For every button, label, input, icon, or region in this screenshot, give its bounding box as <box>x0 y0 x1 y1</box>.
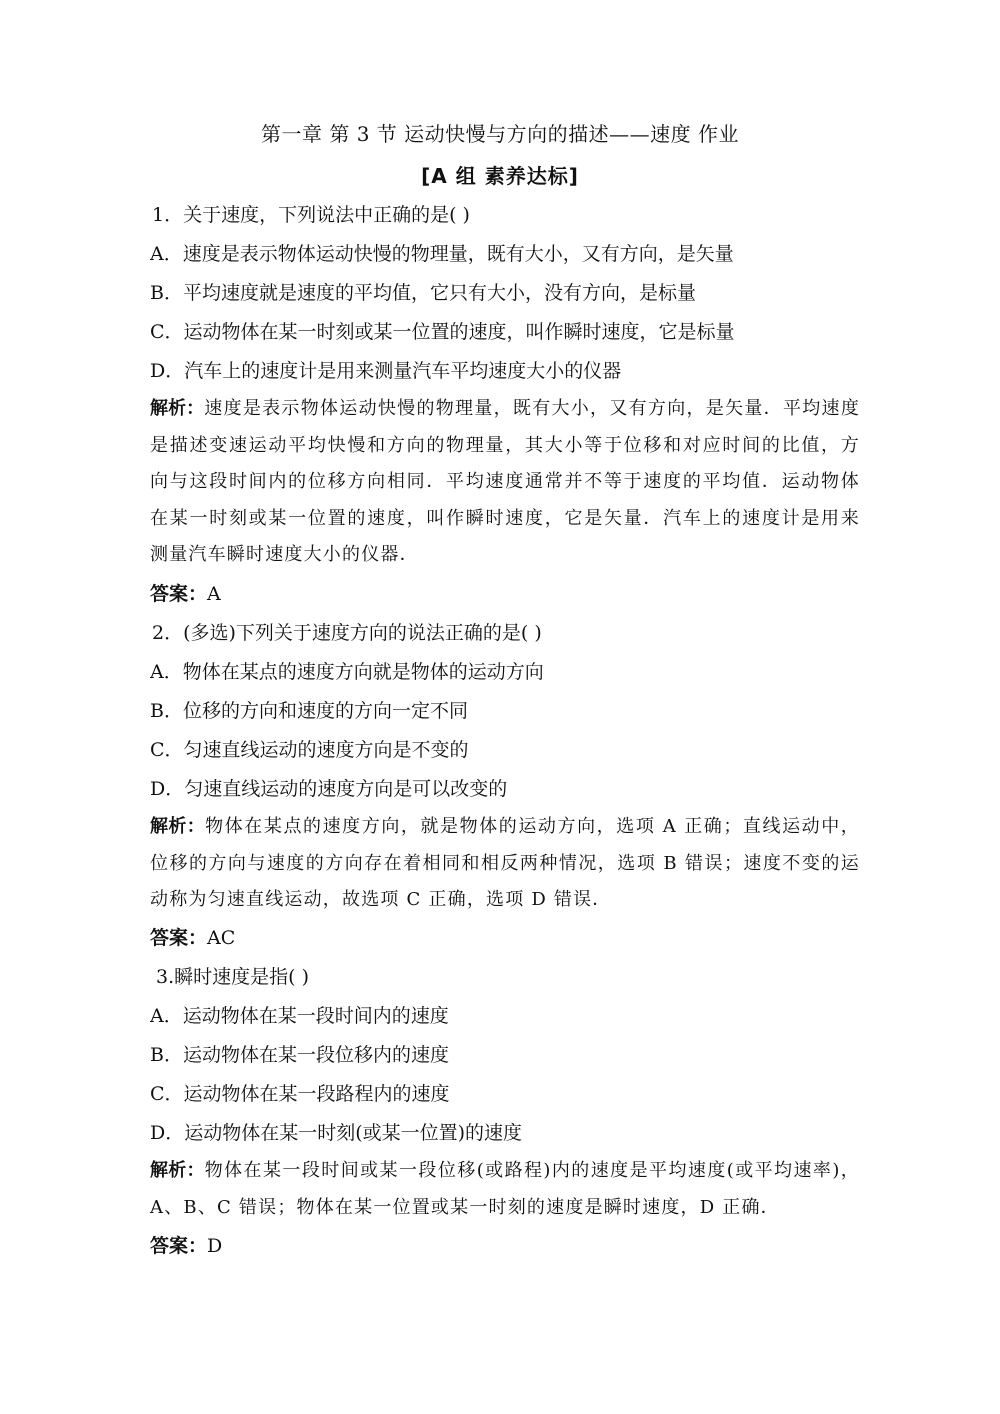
answer-label: 答案： <box>150 927 208 949</box>
question-1-option-d: D．汽车上的速度计是用来测量汽车平均速度大小的仪器 <box>150 360 622 382</box>
question-3-option-c: C．运动物体在某一段路程内的速度 <box>150 1083 450 1105</box>
page-title: 第一章 第 3 节 运动快慢与方向的描述——速度 作业 <box>260 122 739 146</box>
analysis-label: 解析： <box>150 816 206 837</box>
question-3-stem: 3.瞬时速度是指( ) <box>156 966 309 988</box>
answer-label: 答案： <box>150 583 208 605</box>
question-2-stem: 2．(多选)下列关于速度方向的说法正确的是( ) <box>152 622 542 644</box>
analysis-text: 速度是表示物体运动快慢的物理量，既有大小，又有方向，是矢量．平均速度是描述变速运动平均快慢和方向的物理量，其大小等于位移和对应时间的比值，方向与这段时间内的位移方向相同．平均速度通常并不等于速度的平均值．运动物体在某一时刻或某一位置的速度，叫作瞬时速度，它是矢量．汽车上的速度计是用来测量汽车瞬时速度大小的仪器． <box>150 398 861 565</box>
section-heading: [A 组 素养达标] <box>421 164 579 188</box>
question-1-stem: 1．关于速度，下列说法中正确的是( ) <box>152 204 470 226</box>
answer-value: AC <box>207 927 236 949</box>
question-1-option-b: B．平均速度就是速度的平均值，它只有大小，没有方向，是标量 <box>150 282 696 304</box>
answer-value: D <box>207 1235 223 1257</box>
question-2-option-b: B．位移的方向和速度的方向一定不同 <box>150 700 468 722</box>
question-1-option-a: A．速度是表示物体运动快慢的物理量，既有大小，又有方向，是矢量 <box>150 243 734 265</box>
answer-value: A <box>207 583 221 605</box>
question-1-analysis <box>150 391 860 575</box>
question-2-analysis <box>150 809 860 919</box>
question-2-option-c: C．匀速直线运动的速度方向是不变的 <box>150 739 469 761</box>
analysis-text: 物体在某一段时间或某一段位移(或路程)内的速度是平均速度(或平均速率)，A、B、C 错误；物体在某一位置或某一时刻的速度是瞬时速度，D 正确． <box>150 1160 860 1218</box>
question-2-option-d: D．匀速直线运动的速度方向是可以改变的 <box>150 778 508 800</box>
question-3-answer <box>150 1227 860 1266</box>
question-3-option-a: A．运动物体在某一段时间内的速度 <box>150 1005 449 1027</box>
analysis-label: 解析： <box>150 1160 205 1181</box>
question-1-option-c: C．运动物体在某一时刻或某一位置的速度，叫作瞬时速度，它是标量 <box>150 321 735 343</box>
question-3-option-d: D．运动物体在某一时刻(或某一位置)的速度 <box>150 1122 523 1144</box>
question-1-answer <box>150 575 860 614</box>
question-list <box>150 196 860 1266</box>
question-2-option-a: A．物体在某点的速度方向就是物体的运动方向 <box>150 661 544 683</box>
question-2-answer <box>150 919 860 958</box>
analysis-text: 物体在某点的速度方向，就是物体的运动方向，选项 A 正确；直线运动中，位移的方向与速度的方向存在着相同和相反两种情况，选项 B 错误；速度不变的运动称为匀速直线运动，故选项 C 正确，选项 D 错误． <box>150 816 860 910</box>
question-3-option-b: B．运动物体在某一段位移内的速度 <box>150 1044 449 1066</box>
analysis-label: 解析： <box>150 398 205 419</box>
answer-label: 答案： <box>150 1235 208 1257</box>
question-3-analysis <box>150 1153 860 1227</box>
